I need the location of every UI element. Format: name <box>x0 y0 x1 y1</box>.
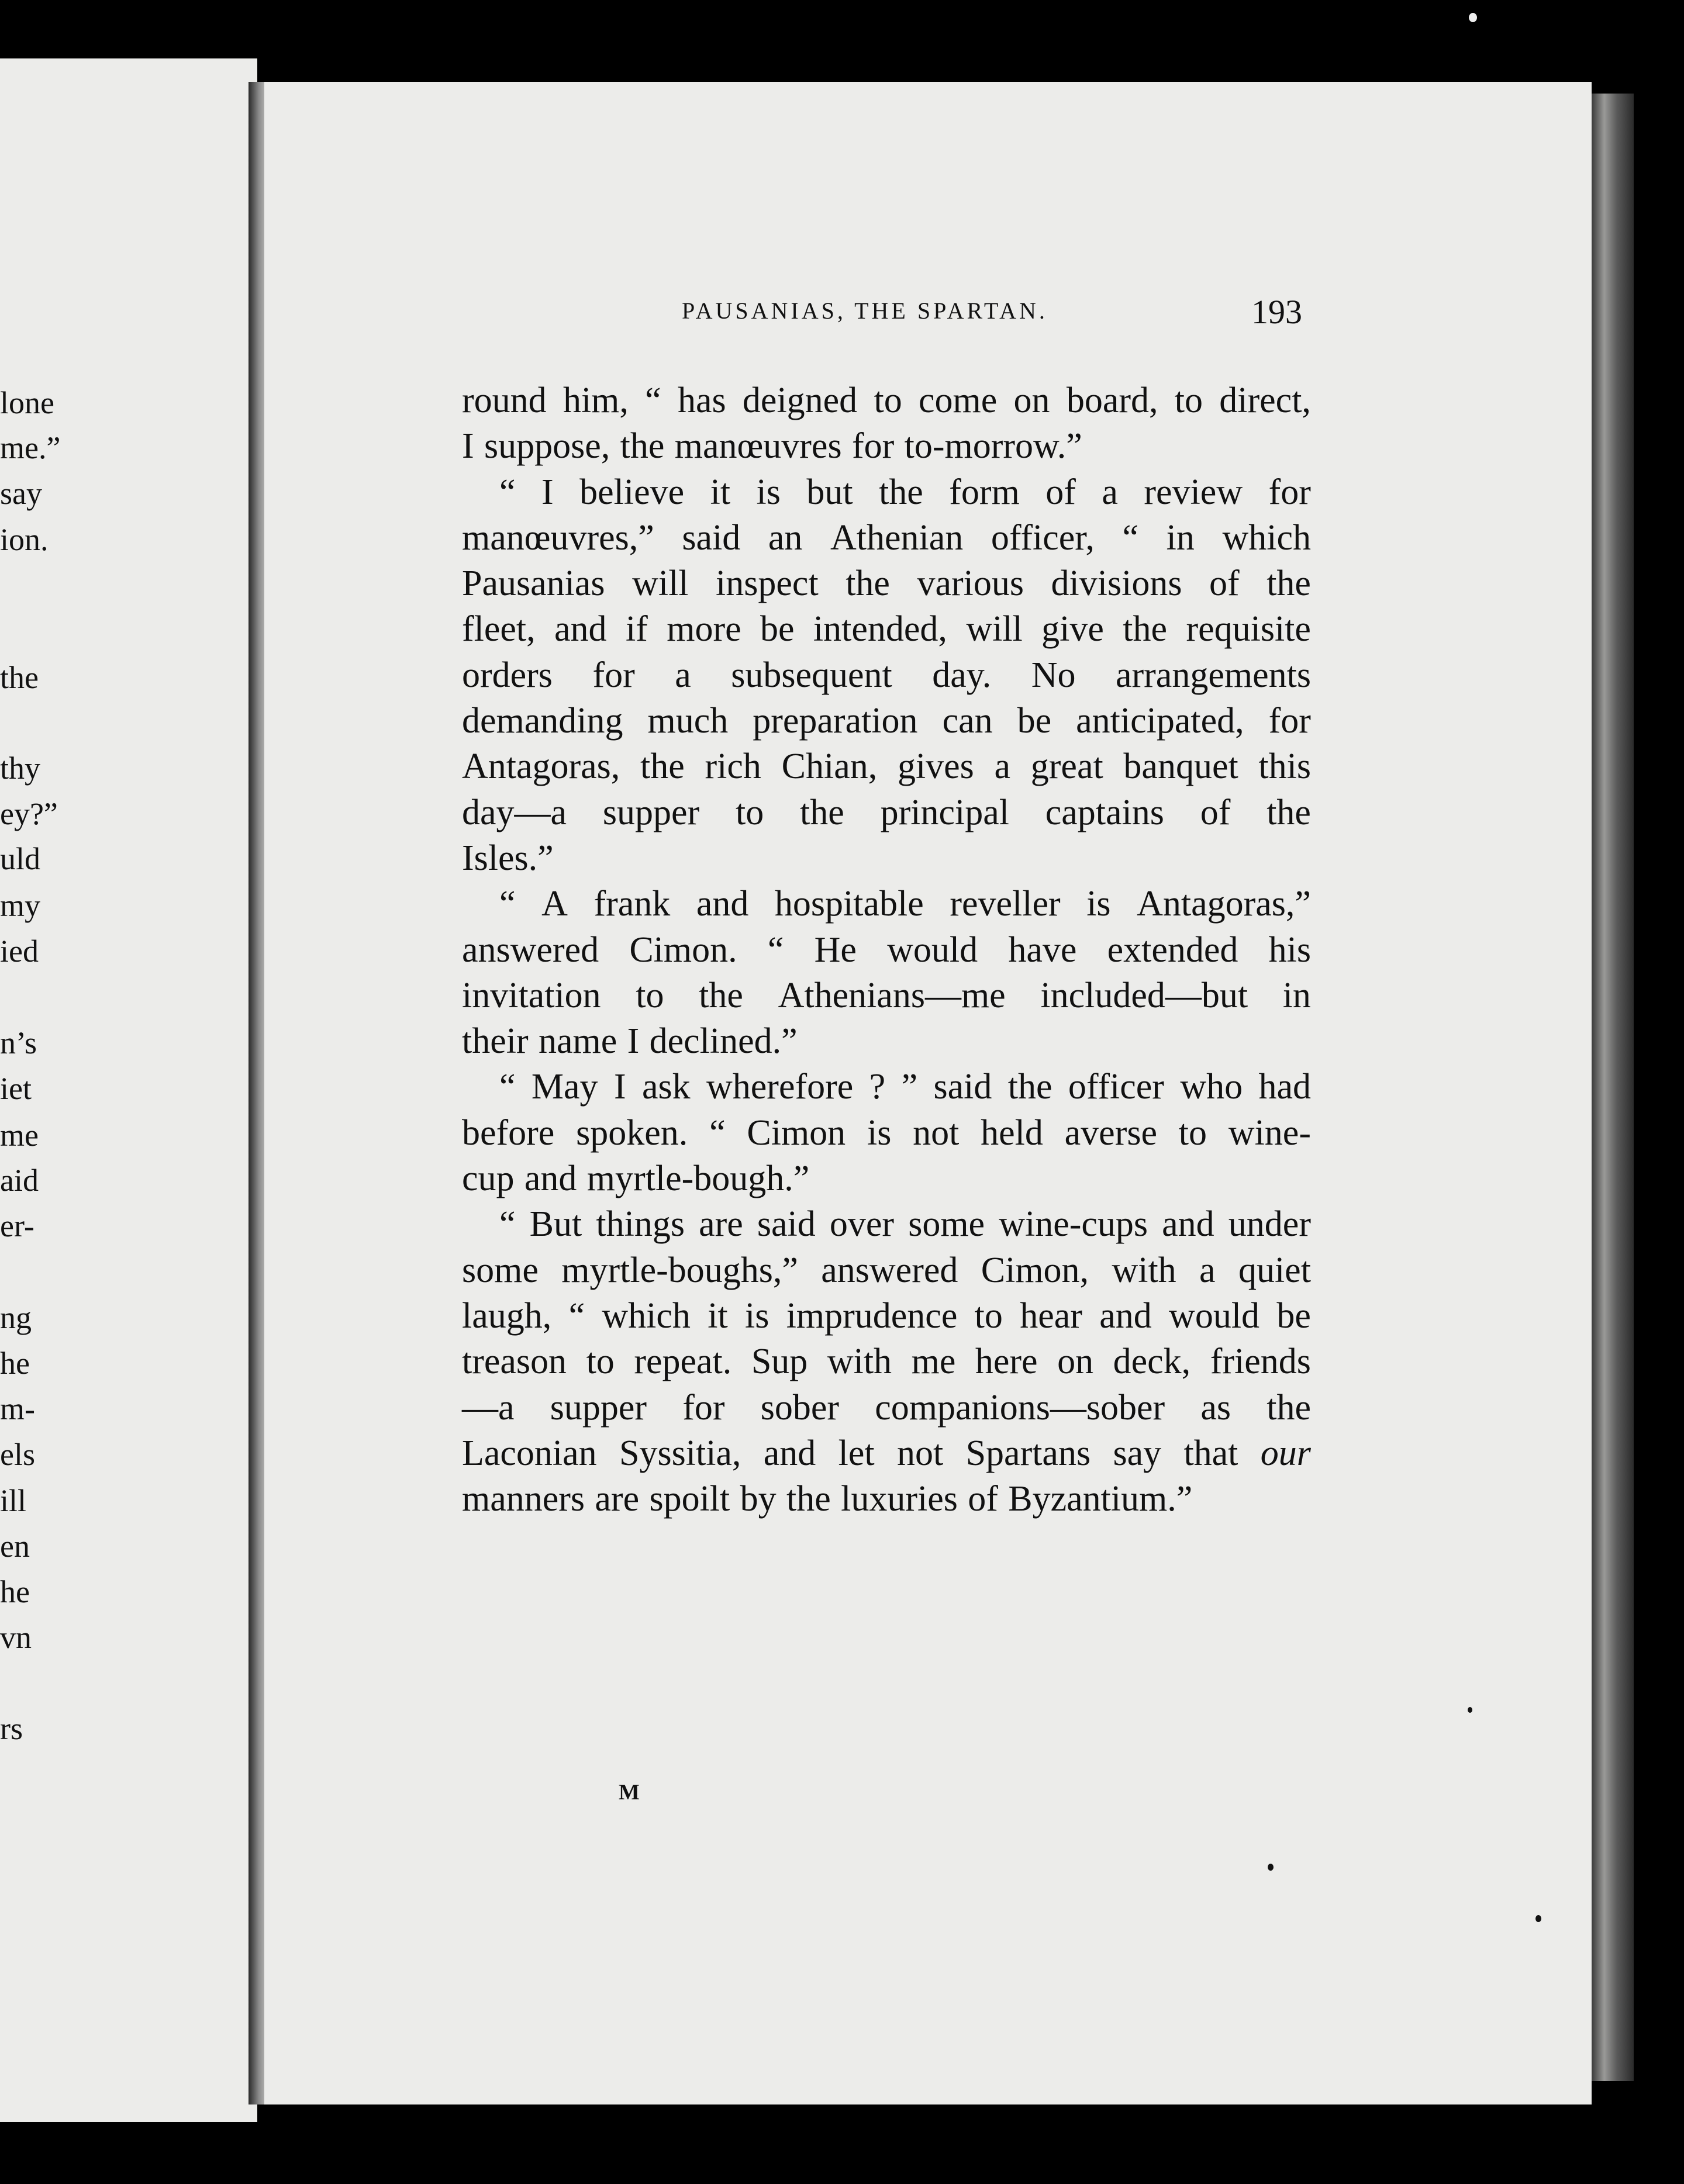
text-line <box>462 1339 1311 1384</box>
word: Athenian <box>830 517 964 558</box>
word: their <box>462 1021 529 1062</box>
word: “ <box>499 472 516 512</box>
word: on <box>1013 381 1050 420</box>
word: to <box>974 1295 1003 1336</box>
word: Pausanias <box>462 564 605 604</box>
word: that <box>1183 1433 1238 1473</box>
word: be <box>1276 1295 1311 1336</box>
word: give <box>1041 609 1104 649</box>
word: is <box>867 1112 892 1153</box>
word: the <box>699 975 743 1015</box>
left-page-fragment: lone <box>0 385 54 420</box>
text-line <box>462 1018 1311 1064</box>
text-line <box>462 744 1311 789</box>
word: frank <box>593 884 671 924</box>
ink-speck <box>1469 13 1477 22</box>
word: not <box>913 1112 960 1153</box>
word: officer <box>1068 1067 1164 1107</box>
left-page-fragment: ill <box>0 1483 27 1518</box>
word: much <box>647 701 729 741</box>
word: the <box>640 747 685 787</box>
word: requisite <box>1186 609 1311 649</box>
word: Antagoras,” <box>1137 884 1311 924</box>
text-line <box>462 1293 1311 1339</box>
left-page-fragment: uld <box>0 841 41 876</box>
word: the <box>1007 1067 1052 1107</box>
word: extended <box>1107 929 1238 970</box>
word: —a <box>462 1387 515 1428</box>
left-page-fragment: ied <box>0 934 39 969</box>
word: are <box>699 1204 743 1245</box>
page-fore-edge <box>1592 94 1634 2081</box>
word: Athenians—me <box>778 975 1006 1015</box>
word: fleet, <box>462 609 536 649</box>
word: Spartans <box>965 1433 1091 1473</box>
word: to <box>636 975 664 1015</box>
word: an <box>768 517 803 558</box>
word: to <box>1174 381 1203 420</box>
word: with <box>1112 1250 1176 1290</box>
word: for <box>1268 701 1311 741</box>
word: some <box>462 1250 539 1290</box>
word: imprudence <box>786 1295 958 1336</box>
running-head: PAUSANIAS, THE SPARTAN. <box>682 298 1048 324</box>
text-line <box>462 515 1311 561</box>
left-page-fragment: vn <box>0 1620 32 1655</box>
word: would <box>887 929 978 970</box>
word: Chian, <box>781 747 878 787</box>
word: the <box>846 564 890 604</box>
left-page-fragment: aid <box>0 1163 39 1198</box>
word: cup <box>462 1159 515 1199</box>
word: Cimon <box>747 1112 846 1153</box>
left-page-fragment: say <box>0 476 42 511</box>
word: preparation <box>753 701 918 741</box>
word: officer, <box>991 517 1095 558</box>
word: No <box>1031 655 1076 695</box>
word: ask <box>641 1067 691 1107</box>
text-line <box>462 1110 1311 1156</box>
text-line <box>462 1430 1311 1476</box>
word: review <box>1144 472 1243 512</box>
word: friends <box>1210 1342 1311 1382</box>
word: Cimon, <box>981 1250 1089 1290</box>
word: various <box>917 564 1024 604</box>
word: day—a <box>462 792 567 832</box>
left-page-fragment: n’s <box>0 1025 37 1060</box>
word: round <box>462 381 547 420</box>
word: laugh, <box>462 1295 552 1336</box>
word: is <box>745 1295 769 1336</box>
left-page-fragment: ion. <box>0 522 49 557</box>
word: included—but <box>1040 975 1248 1015</box>
word: But <box>529 1204 582 1245</box>
text-line <box>462 927 1311 973</box>
ink-speck <box>1268 1864 1274 1871</box>
word: declined.” <box>649 1021 798 1062</box>
word: and <box>554 609 607 649</box>
left-page <box>0 58 257 2122</box>
word: in <box>1166 517 1195 558</box>
word: suppose, <box>484 426 610 466</box>
word: for <box>592 655 635 695</box>
word: for <box>1268 472 1311 512</box>
word: in <box>1282 975 1311 1015</box>
text-line <box>462 606 1311 652</box>
word: more <box>667 609 741 649</box>
word: anticipated, <box>1076 701 1244 741</box>
word: of <box>968 1479 998 1519</box>
word: can <box>942 701 993 741</box>
word: before <box>462 1112 555 1153</box>
text-line <box>462 835 1311 881</box>
word: a <box>675 655 691 695</box>
word: a <box>1199 1250 1216 1290</box>
word: would <box>1169 1295 1260 1336</box>
word: the <box>1267 564 1311 604</box>
word: great <box>1030 747 1103 787</box>
word: wine- <box>1228 1112 1311 1153</box>
word: treason <box>462 1342 567 1382</box>
word: is <box>1086 884 1111 924</box>
left-page-fragment: en <box>0 1529 30 1564</box>
word: A <box>541 884 568 924</box>
word: Cimon. <box>629 929 737 970</box>
word: believe <box>579 472 685 512</box>
word: will <box>966 609 1023 649</box>
word: “ <box>767 929 784 970</box>
word: form <box>949 472 1020 512</box>
left-page-fragment: he <box>0 1346 30 1381</box>
word: manœuvres,” <box>462 517 654 558</box>
word: the <box>620 426 665 466</box>
word: which <box>602 1295 691 1336</box>
text-line <box>462 423 1311 469</box>
word: to <box>1178 1112 1207 1153</box>
word: and <box>524 1159 577 1199</box>
word: board, <box>1066 381 1158 420</box>
word: Syssitia, <box>619 1433 741 1473</box>
word: day. <box>932 655 992 695</box>
word: is <box>756 472 781 512</box>
word: for <box>851 426 895 466</box>
word: Antagoras, <box>462 747 620 787</box>
word: are <box>595 1479 640 1519</box>
word: “ <box>645 381 661 420</box>
word: and <box>763 1433 816 1473</box>
word: orders <box>462 655 553 695</box>
word: if <box>625 609 648 649</box>
word: a <box>994 747 1011 787</box>
ink-speck <box>1468 1707 1472 1713</box>
word: and <box>1099 1295 1152 1336</box>
word: to <box>735 792 764 832</box>
word: hospitable <box>774 884 924 924</box>
left-page-fragment: er- <box>0 1208 34 1243</box>
word: the <box>786 1479 831 1519</box>
word: as <box>1200 1387 1231 1428</box>
word: of <box>1045 472 1076 512</box>
left-page-fragment: my <box>0 888 41 923</box>
left-page-fragment: m- <box>0 1391 35 1426</box>
word: spoken. <box>576 1112 688 1153</box>
word: things <box>596 1204 685 1245</box>
word: ? <box>869 1067 886 1107</box>
left-page-fragment: he <box>0 1574 30 1609</box>
text-line <box>462 561 1311 606</box>
word: and <box>1162 1204 1214 1245</box>
word: to-morrow.” <box>904 426 1082 466</box>
word: said <box>757 1204 816 1245</box>
word: Sup <box>751 1342 808 1382</box>
word: say <box>1113 1433 1162 1473</box>
left-page-fragment: me.” <box>0 430 61 465</box>
word: our <box>1260 1433 1311 1473</box>
word: the <box>800 792 844 832</box>
word: invitation <box>462 975 601 1015</box>
word: reveller <box>950 884 1061 924</box>
word: “ <box>499 884 516 924</box>
word: intended, <box>813 609 947 649</box>
word: wine-cups <box>999 1204 1148 1245</box>
page-number: 193 <box>1251 293 1302 331</box>
word: the <box>879 472 923 512</box>
word: wherefore <box>706 1067 854 1107</box>
word: the <box>1267 792 1311 832</box>
left-page-fragment: ng <box>0 1300 32 1335</box>
word: I <box>627 1021 640 1062</box>
text-line <box>462 652 1311 698</box>
word: him, <box>563 381 629 420</box>
word: some <box>908 1204 985 1245</box>
word: here <box>975 1342 1038 1382</box>
word: sober <box>760 1387 840 1428</box>
left-page-fragment: iet <box>0 1071 32 1106</box>
left-page-fragment: ey?” <box>0 796 58 831</box>
word: the <box>1267 1387 1311 1428</box>
word: to <box>586 1342 615 1382</box>
word: by <box>740 1479 777 1519</box>
word: answered <box>462 929 599 970</box>
word: deck, <box>1113 1342 1191 1382</box>
word: “ <box>568 1295 585 1336</box>
word: repeat. <box>634 1342 732 1382</box>
word: hear <box>1020 1295 1082 1336</box>
word: “ <box>499 1204 516 1245</box>
word: this <box>1258 747 1311 787</box>
text-line <box>462 973 1311 1018</box>
word: answered <box>821 1250 958 1290</box>
word: arrangements <box>1116 655 1311 695</box>
word: and <box>696 884 749 924</box>
word: Laconian <box>462 1433 597 1473</box>
word: supper <box>550 1387 647 1428</box>
word: I <box>613 1067 626 1107</box>
word: companions—sober <box>875 1387 1165 1428</box>
word: averse <box>1064 1112 1157 1153</box>
body-text <box>462 378 1311 1522</box>
word: divisions <box>1051 564 1182 604</box>
text-line <box>462 378 1311 423</box>
word: which <box>1222 517 1311 558</box>
word: will <box>632 564 689 604</box>
word: with <box>827 1342 892 1382</box>
word: ” <box>901 1067 918 1107</box>
word: come <box>918 381 998 420</box>
word: for <box>682 1387 725 1428</box>
word: myrtle-boughs,” <box>561 1250 798 1290</box>
word: said <box>933 1067 992 1107</box>
word: gives <box>897 747 974 787</box>
word: not <box>896 1433 944 1473</box>
word: a <box>1102 472 1118 512</box>
left-page-fragment: me <box>0 1118 39 1153</box>
word: Byzantium.” <box>1008 1479 1193 1519</box>
text-line <box>462 469 1311 515</box>
word: principal <box>880 792 1009 832</box>
ink-speck <box>1535 1915 1541 1922</box>
word: who <box>1180 1067 1243 1107</box>
word: me <box>911 1342 956 1382</box>
left-page-fragment: rs <box>0 1711 23 1746</box>
word: rich <box>705 747 761 787</box>
word: I <box>462 426 474 466</box>
left-page-fragment: els <box>0 1437 35 1472</box>
word: He <box>814 929 857 970</box>
word: inspect <box>716 564 819 604</box>
text-line <box>462 1476 1311 1522</box>
word: had <box>1258 1067 1311 1107</box>
left-page-fragment: the <box>0 660 39 695</box>
word: manners <box>462 1479 585 1519</box>
word: I <box>541 472 554 512</box>
word: Isles.” <box>462 838 554 878</box>
word: demanding <box>462 701 623 741</box>
word: have <box>1008 929 1077 970</box>
text-line <box>462 698 1311 744</box>
word: quiet <box>1238 1250 1311 1290</box>
word: of <box>1200 792 1231 832</box>
text-line <box>462 1156 1311 1201</box>
text-line <box>462 1385 1311 1430</box>
word: be <box>1017 701 1052 741</box>
word: captains <box>1045 792 1164 832</box>
word: “ <box>499 1067 516 1107</box>
word: over <box>829 1204 895 1245</box>
text-line <box>462 1064 1311 1110</box>
text-line <box>462 1201 1311 1247</box>
word: to <box>874 381 902 420</box>
left-page-fragment: thy <box>0 751 41 786</box>
word: said <box>682 517 741 558</box>
word: May <box>531 1067 598 1107</box>
word: has <box>677 381 726 420</box>
word: name <box>538 1021 617 1062</box>
text-line <box>462 1247 1311 1293</box>
word: manœuvres <box>674 426 842 466</box>
word: it <box>708 1295 728 1336</box>
word: “ <box>709 1112 726 1153</box>
word: luxuries <box>841 1479 958 1519</box>
word: it <box>710 472 731 512</box>
word: banquet <box>1123 747 1238 787</box>
word: the <box>1123 609 1168 649</box>
word: held <box>981 1112 1043 1153</box>
text-line <box>462 881 1311 927</box>
word: on <box>1057 1342 1094 1382</box>
word: subsequent <box>731 655 892 695</box>
signature-mark: M <box>619 1780 640 1805</box>
word: “ <box>1122 517 1139 558</box>
text-line <box>462 790 1311 835</box>
word: but <box>806 472 853 512</box>
word: under <box>1228 1204 1311 1245</box>
word: let <box>838 1433 875 1473</box>
word: of <box>1209 564 1240 604</box>
word: be <box>760 609 795 649</box>
word: direct, <box>1219 381 1311 420</box>
word: supper <box>602 792 700 832</box>
word: his <box>1268 929 1311 970</box>
word: spoilt <box>649 1479 730 1519</box>
word: deigned <box>742 381 858 420</box>
word: myrtle-bough.” <box>586 1159 810 1199</box>
